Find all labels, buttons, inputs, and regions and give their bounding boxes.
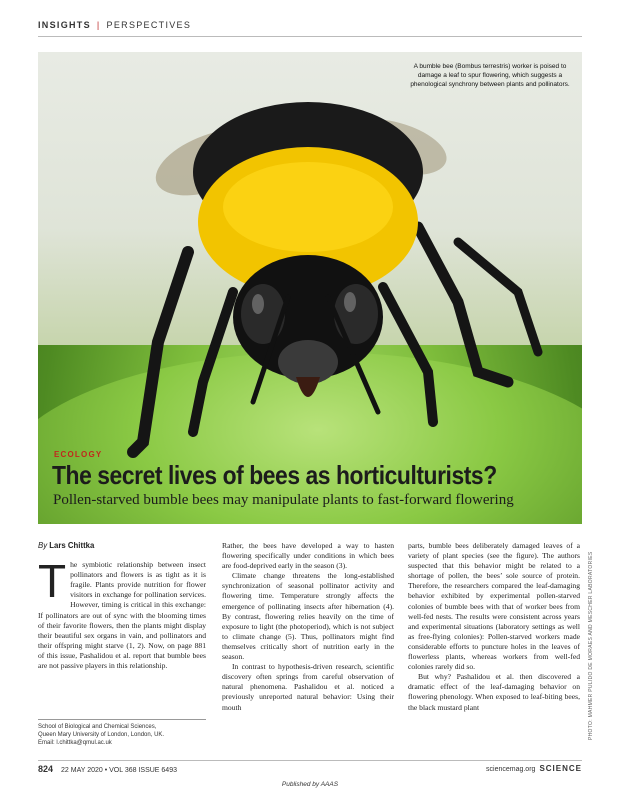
body-paragraph: In contrast to hypothesis-driven research, scientific discovery often springs from careful observation of natural phenomena. Pashalidou et al. noticed a previously unreported natural behavior: Using their mouth	[222, 662, 394, 712]
header-rule	[38, 36, 582, 37]
author-email: Email: l.chittka@qmul.ac.uk	[38, 740, 112, 746]
byline	[38, 541, 206, 551]
publisher-line: Published by AAAS	[281, 781, 339, 788]
body-paragraph: Rather, the bees have developed a way to hasten flowering specifically under conditions in which bees are food-deprived early in the season (3).	[222, 541, 394, 571]
headline: The secret lives of bees as horticulturists?	[52, 460, 497, 490]
column-3	[408, 541, 580, 713]
photo-credit: PHOTO: MAHMER PULIDO DE MORAES AND MESCHER LABORATORIES	[588, 551, 594, 740]
hero-photo	[38, 52, 582, 524]
affiliation-rule	[38, 719, 206, 720]
header-separator: |	[96, 20, 101, 30]
byline-prefix: By	[38, 541, 48, 550]
body-paragraph: Climate change threatens the long-established synchronization of seasonal pollinator activity and flowering time. Temperature strongly affects the emergence of pollinating insects after hibernation (4). By contrast, flowering relies heavily on the time of exposure to light (the photoperiod), which is not subject to climate change (5). Thus, pollinators might find themselves critically short of nutrition early in the season.	[222, 571, 394, 662]
header-kicker: INSIGHTS	[38, 20, 91, 30]
header-section: PERSPECTIVES	[106, 20, 192, 30]
site-url: sciencemag.org	[486, 766, 536, 773]
footer-rule	[38, 760, 582, 761]
footer-left	[38, 764, 177, 774]
body-paragraph: parts, bumble bees deliberately damaged leaves of a variety of plant species (see the figure). The authors suspected that this behavior might be related to a shortage of pollen, the bees’ sole source of protein. Therefore, the researchers compared the leaf-damaging behavior exhibited by experimental pollen-starved colonies of bumble bees with that of worker bees from well-fed nests. The results were consistent across years and experimental situations (laboratory settings as well as free-flying colonies): Pollen-starved workers made considerable efforts to puncture holes in the leaves of flowerless plants, whereas workers from well-fed colonies rarely did so.	[408, 541, 580, 672]
column-2	[222, 541, 394, 713]
page-header	[38, 20, 191, 30]
bumble-bee-photo	[38, 52, 582, 524]
subheadline: Pollen-starved bumble bees may manipulate plants to fast-forward flowering	[53, 492, 514, 508]
photo-caption: A bumble bee (Bombus terrestris) worker is poised to damage a leaf to spur flowering, which suggests a phenological synchrony between plants and pollinators.	[410, 63, 570, 88]
footer-right	[486, 764, 582, 773]
drop-cap: T	[38, 555, 67, 608]
page-number: 824	[38, 764, 54, 774]
body-paragraph: But why? Pashalidou et al. then discovered a dramatic effect of the leaf-damaging behavior on flowering phenology. When exposed to leaf-biting bees, the black mustard plant	[408, 672, 580, 712]
issue-info: 22 MAY 2020 • VOL 368 ISSUE 6493	[61, 767, 177, 774]
section-label: ECOLOGY	[54, 450, 103, 459]
magazine-name: SCIENCE	[539, 764, 582, 773]
author-affiliation: School of Biological and Chemical Sciences, Queen Mary University of London, London, UK. Email: l.chittka@qmul.ac.uk	[38, 723, 210, 747]
author-name: Lars Chittka	[49, 541, 95, 550]
body-paragraph: he symbiotic relationship between insect pollinators and flowers is as tight as it is fragile. Plants provide nutrition for flower visitors in exchange for pollination services. However, timing is critical in this exchange: If pollinators are out of sync with the blooming times of their favorite flowers, then the plants might display their beautiful sex organs in vain, and pollinators and their offspring might starve (1, 2). Now, on page 881 of this issue, Pashalidou et al. report that bumble bees are not passive players in this relationship.	[38, 560, 206, 671]
column-1	[38, 541, 206, 671]
